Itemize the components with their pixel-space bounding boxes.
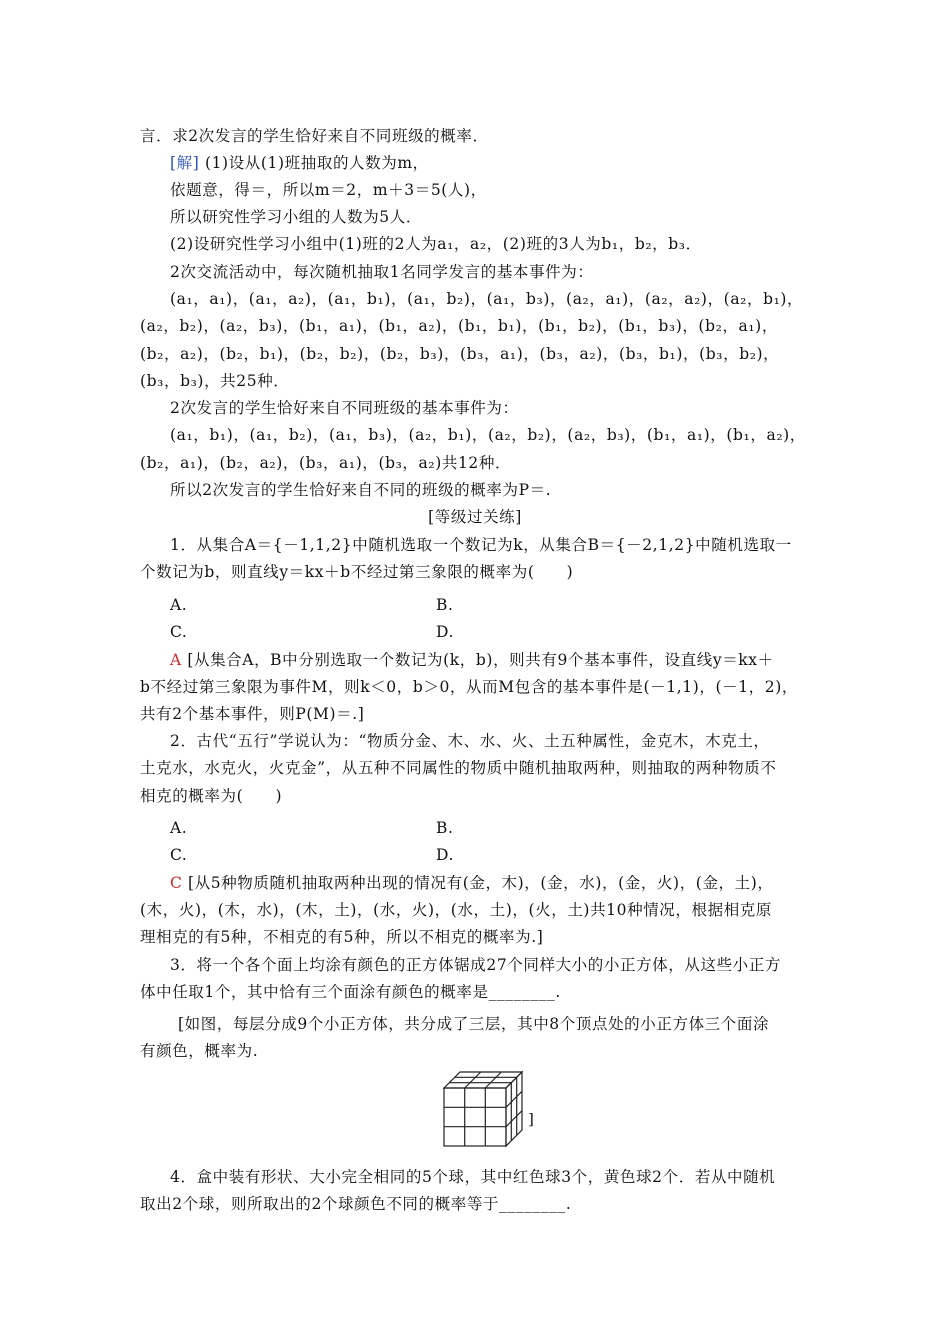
q1-explain-line: 共有2个基本事件，则P(M)＝.] xyxy=(140,705,365,723)
q1-explain-text: [从集合A，B中分别选取一个数记为(k，b)，则共有9个基本事件，设直线y＝kx＋ xyxy=(187,651,774,669)
q2-explain-line: (木，火)，(木，水)，(木，土)，(水，火)，(水，土)，(火，土)共10种情况，根据相克原 xyxy=(140,901,772,919)
solution-part1-text: (1)设从(1)班抽取的人数为m， xyxy=(204,154,429,172)
q4-stem-line: 4．盒中装有形状、大小完全相同的5个球，其中红色球3个，黄色球2个．若从中随机 xyxy=(170,1168,776,1186)
events-all-line: (a₁，a₁)，(a₁，a₂)，(a₁，b₁)，(a₁，b₂)，(a₁，b₃)，(a₂，a₁)，(a₂，a₂)，(a₂，b₁)， xyxy=(170,290,804,308)
q3-stem-line: 3．将一个各个面上均涂有颜色的正方体锯成27个同样大小的小正方体，从这些小正方 xyxy=(170,956,781,974)
q4-stem-line: 取出2个球，则所取出的2个球颜色不同的概率等于________. xyxy=(140,1195,572,1213)
solution-intro: 言．求2次发言的学生恰好来自不同班级的概率． xyxy=(140,127,489,145)
events-diff-intro: 2次发言的学生恰好来自不同班级的基本事件为： xyxy=(170,399,519,417)
q1-answer: A xyxy=(170,651,182,669)
q1-option-d: D. xyxy=(436,623,455,641)
q1-explain-line: b不经过第三象限为事件M，则k＜0，b＞0，从而M包含的基本事件是(－1,1)，(－1，2)， xyxy=(140,678,798,696)
solution-part1-result: 所以研究性学习小组的人数为5人． xyxy=(170,208,422,226)
solution-part2-intro: 2次交流活动中，每次随机抽取1名同学发言的基本事件为： xyxy=(170,263,594,281)
q2-explain-line xyxy=(170,873,774,893)
q2-stem-line: 2．古代“五行”学说认为：“物质分金、木、水、火、土五种属性，金克木，木克土， xyxy=(170,732,770,750)
q3-stem-line: 体中任取1个，其中恰有三个面涂有颜色的概率是________. xyxy=(140,983,561,1001)
q2-option-d: D. xyxy=(436,846,455,864)
events-all-line: (b₃，b₃)，共25种． xyxy=(140,372,290,390)
q1-explain-line xyxy=(170,650,774,670)
q2-explain-line: 理相克的有5种，不相克的有5种，所以不相克的概率为.] xyxy=(140,928,544,946)
q1-stem-line: 1．从集合A＝{－1,1,2}中随机选取一个数记为k，从集合B＝{－2,1,2}中随机选取一 xyxy=(170,536,792,554)
events-diff-line: (a₁，b₁)，(a₁，b₂)，(a₁，b₃)，(a₂，b₁)，(a₂，b₂)，(a₂，b₃)，(b₁，a₁)，(b₁，a₂)， xyxy=(170,426,806,444)
events-all-line: (b₂，a₂)，(b₂，b₁)，(b₂，b₂)，(b₂，b₃)，(b₃，a₁)，(b₃，a₂)，(b₃，b₁)，(b₃，b₂)， xyxy=(140,345,780,363)
q2-stem-line: 土克水，水克火，火克金”，从五种不同属性的物质中随机抽取两种，则抽取的两种物质不 xyxy=(140,759,777,777)
solution-conclusion: 所以2次发言的学生恰好来自不同的班级的概率为P＝. xyxy=(170,481,552,499)
solution-part2-setup: (2)设研究性学习小组中(1)班的2人为a₁，a₂，(2)班的3人为b₁，b₂，b₃． xyxy=(170,235,702,253)
q2-stem-line: 相克的概率为( ) xyxy=(140,787,283,805)
solution-part1-line xyxy=(170,153,429,173)
q2-explain-text: [从5种物质随机抽取两种出现的情况有(金，木)，(金，水)，(金，火)，(金，土)， xyxy=(188,874,774,892)
events-diff-line: (b₂，a₁)，(b₂，a₂)，(b₃，a₁)，(b₃，a₂)共12种． xyxy=(140,454,512,472)
q1-option-a: A. xyxy=(170,596,188,614)
q3-explain-line: 有颜色，概率为. xyxy=(140,1042,259,1060)
q1-option-c: C. xyxy=(170,623,188,641)
q3-explain-line: [如图，每层分成9个小正方体，共分成了三层，其中8个顶点处的小正方体三个面涂 xyxy=(178,1015,770,1033)
q2-answer: C xyxy=(170,874,183,892)
section-title: [等级过关练] xyxy=(428,508,522,526)
q2-option-c: C. xyxy=(170,846,188,864)
cube-diagram xyxy=(440,1068,550,1150)
q1-stem-line: 个数记为b，则直线y＝kx＋b不经过第三象限的概率为( ) xyxy=(140,563,574,581)
solution-label: [解] xyxy=(170,154,200,172)
events-all-line: (a₂，b₂)，(a₂，b₃)，(b₁，a₁)，(b₁，a₂)，(b₁，b₁)，(b₁，b₂)，(b₁，b₃)，(b₂，a₁)， xyxy=(140,317,778,335)
q2-option-b: B. xyxy=(436,819,454,837)
solution-part1-equation: 依题意，得＝，所以m＝2，m＋3＝5(人)， xyxy=(170,181,487,199)
q1-option-b: B. xyxy=(436,596,454,614)
q2-option-a: A. xyxy=(170,819,188,837)
q3-close-bracket: ] xyxy=(528,1110,535,1128)
